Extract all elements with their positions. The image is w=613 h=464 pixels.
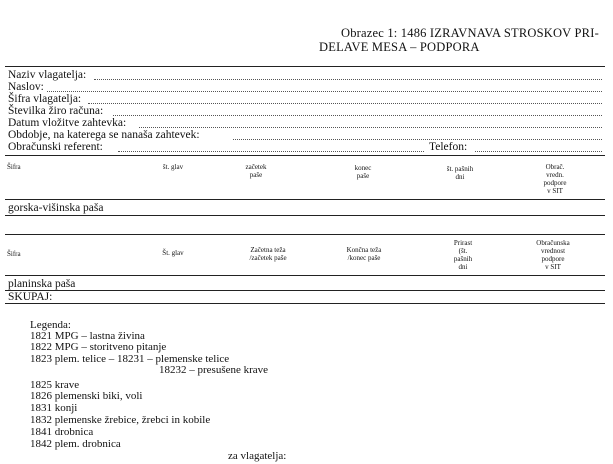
field-label-submission-date: Datum vložitve zahtevka:	[8, 117, 127, 129]
table2-header-heads: Št. glav	[162, 249, 184, 257]
table2-header-sifra: Šifra	[7, 250, 21, 258]
legend-item: 1841 drobnica	[30, 426, 94, 438]
legend-item: 1822 MPG – storitveno pitanje	[30, 341, 167, 353]
table1-header-end: konec paše	[354, 164, 372, 180]
table2-header-start-weight: Začetna teža /začetek paše	[249, 246, 287, 262]
table2-header-rule	[5, 275, 605, 276]
table1-header-heads: št. glav	[162, 163, 184, 171]
field-line-applicant-code[interactable]	[88, 103, 602, 104]
signature-label: za vlagatelja:	[228, 450, 287, 462]
table1-bottom-rule	[5, 215, 605, 216]
field-line-telefon[interactable]	[475, 151, 602, 152]
field-line-submission-date[interactable]	[139, 127, 602, 128]
legend-title: Legenda:	[30, 319, 71, 331]
table2-header-support-value: Obračunska vrednost podpore v SIT	[536, 239, 570, 271]
field-label-address: Naslov:	[8, 81, 44, 93]
legend-item: 1842 plem. drobnica	[30, 438, 121, 450]
field-label-applicant-code: Šifra vlagatelja:	[8, 93, 82, 105]
field-label-period: Obdobje, na katerega se nanaša zahtevek:	[8, 129, 200, 141]
field-label-applicant-name: Naziv vlagatelja:	[8, 69, 87, 81]
legend-item: 1826 plemenski biki, voli	[30, 390, 143, 402]
field-line-applicant-name[interactable]	[94, 79, 602, 80]
field-line-period[interactable]	[233, 139, 602, 140]
table2-section-label: planinska paša	[8, 278, 76, 290]
field-label-referent: Obračunski referent:	[8, 141, 103, 153]
field-line-referent[interactable]	[118, 151, 424, 152]
field-label-telefon: Telefon:	[429, 141, 468, 153]
table1-header-sifra: Šifra	[7, 163, 21, 171]
total-label: SKUPAJ:	[8, 291, 53, 303]
table1-header-pasture-days: št. pašnih dni	[446, 165, 474, 181]
table1-header-start: začetek paše	[245, 163, 267, 179]
table2-header-gain: Prirast (št. pašnih dni	[453, 239, 473, 271]
field-label-account-number: Številka žiro računa:	[8, 105, 104, 117]
field-line-address[interactable]	[47, 91, 602, 92]
legend-item: 1823 plem. telice – 18231 – plemenske telice	[30, 353, 230, 365]
field-line-account-number[interactable]	[113, 115, 602, 116]
table1-header-rule	[5, 199, 605, 200]
total-rule	[5, 303, 605, 304]
form-title-line2: DELAVE MESA – PODPORA	[319, 40, 480, 54]
legend-item: 1821 MPG – lastna živina	[30, 330, 145, 342]
legend-item: 1832 plemenske žrebice, žrebci in kobile	[30, 414, 211, 426]
table2-header-end-weight: Končna teža /konec paše	[346, 246, 382, 262]
table1-top-rule	[5, 155, 605, 156]
table1-header-support-value: Obrač. vredn. podpore v SIT	[543, 163, 567, 195]
table1-section-label: gorska-višinska paša	[8, 202, 104, 214]
legend-item: 1825 krave	[30, 379, 80, 391]
legend-item: 18232 – presušene krave	[159, 364, 269, 376]
table2-top-rule	[5, 234, 605, 235]
form-title-line1: Obrazec 1: 1486 IZRAVNAVA STROSKOV PRI-	[341, 26, 599, 40]
table2-section-rule	[5, 290, 605, 291]
legend-item: 1831 konji	[30, 402, 78, 414]
top-rule	[5, 66, 605, 67]
